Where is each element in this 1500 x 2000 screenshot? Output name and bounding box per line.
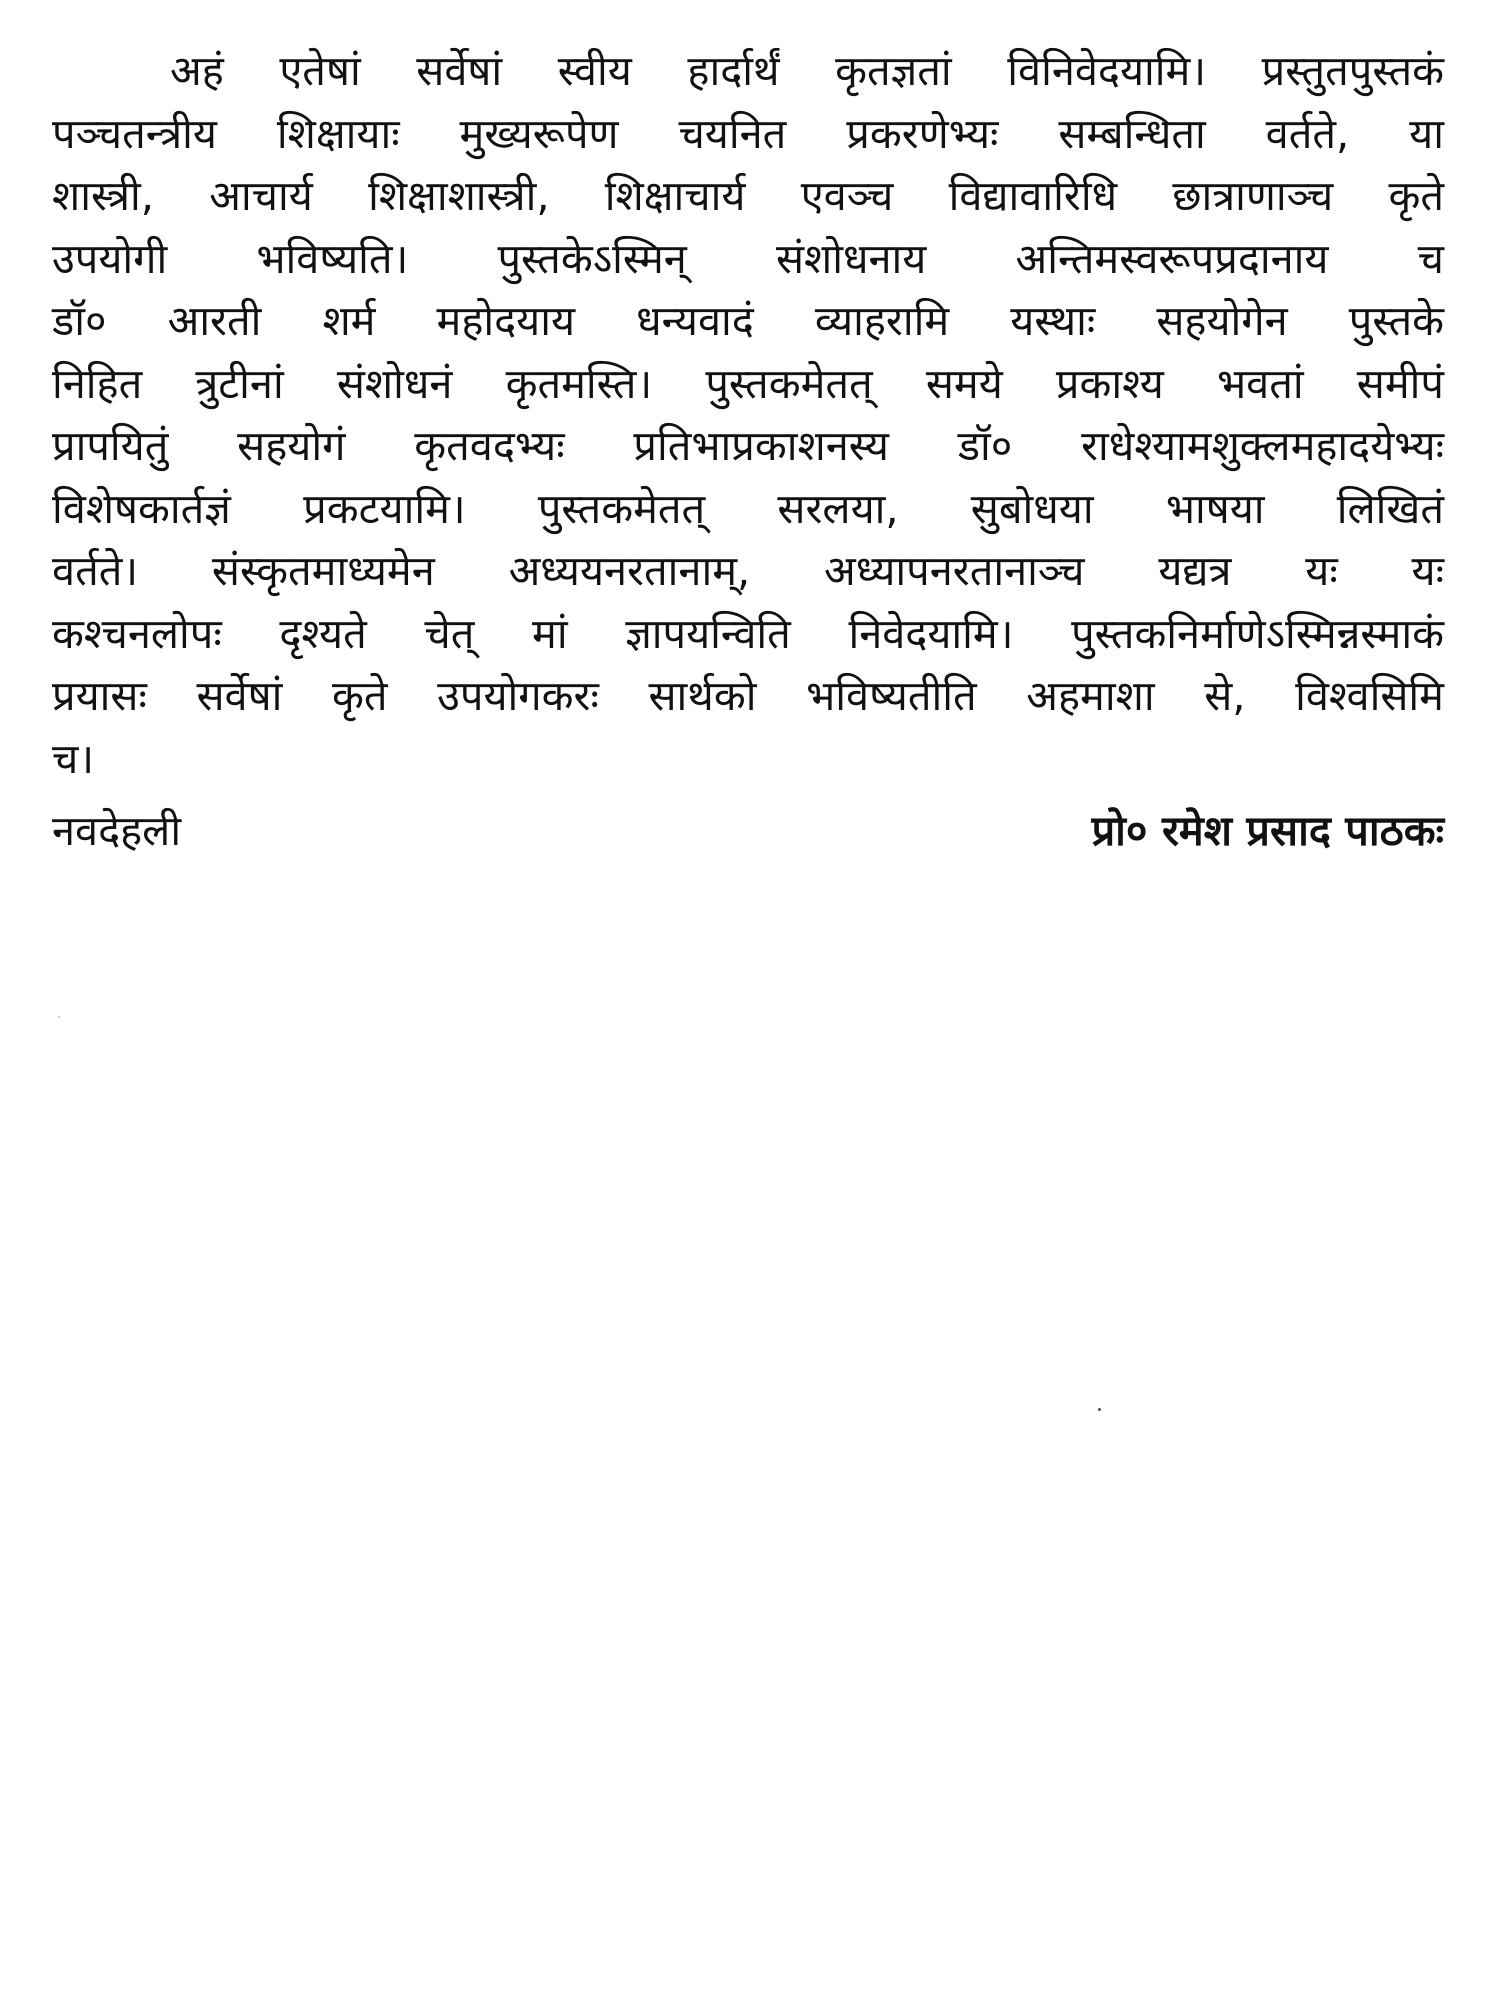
place-name: नवदेहली xyxy=(52,806,182,855)
paragraph-line: प्रयासः सर्वेषां कृते उपयोगकरः सार्थको भविष्यतीति अहमाशा से, विश्वसिमि xyxy=(52,671,1444,720)
acknowledgement-paragraph xyxy=(52,40,1444,790)
page-content xyxy=(52,40,1444,862)
paragraph-line: विशेषकार्तज्ञं प्रकटयामि। पुस्तकमेतत् सरलया, सुबोधया भाषया लिखितं xyxy=(52,483,1444,533)
paragraph-line: पञ्चतन्त्रीय शिक्षायाः मुख्यरूपेण चयनित प्रकरणेभ्यः सम्बन्धिता वर्तते, या xyxy=(52,108,1444,158)
paragraph-line: कश्चनलोपः दृश्यते चेत् मां ज्ञापयन्विति निवेदयामि। पुस्तकनिर्माणेऽस्मिन्नस्माकं xyxy=(52,608,1444,658)
paragraph-line: अहं एतेषां सर्वेषां स्वीय हार्दार्थं कृतज्ञतां विनिवेदयामि। प्रस्तुतपुस्तकं xyxy=(170,46,1444,95)
paragraph-line: वर्तते। संस्कृतमाध्यमेन अध्ययनरतानाम्, अध्यापनरतानाञ्च यद्यत्र यः यः xyxy=(52,546,1444,595)
paragraph-line: प्रापयितुं सहयोगं कृतवदभ्यः प्रतिभाप्रकाशनस्य डॉ० राधेश्यामशुक्लमहादयेभ्यः xyxy=(52,421,1444,470)
scan-speck xyxy=(1098,1408,1101,1411)
paragraph-line: च। xyxy=(52,733,95,783)
author-signature: प्रो० रमेश प्रसाद पाठकः xyxy=(1091,806,1444,855)
paragraph-line: निहित त्रुटीनां संशोधनं कृतमस्ति। पुस्तकमेतत् समये प्रकाश्य भवतां समीपं xyxy=(52,358,1444,408)
paragraph-line: डॉ० आरती शर्म महोदयाय धन्यवादं व्याहरामि यस्थाः सहयोगेन पुस्तके xyxy=(52,296,1444,345)
paragraph-line: शास्त्री, आचार्य शिक्षाशास्त्री, शिक्षाचार्य एवञ्च विद्यावारिधि छात्राणाञ्च कृते xyxy=(52,171,1444,220)
signature-block xyxy=(52,800,1444,862)
paragraph-line: उपयोगी भविष्यति। पुस्तकेऽस्मिन् संशोधनाय अन्तिमस्वरूपप्रदानाय च xyxy=(52,233,1444,283)
scan-speck xyxy=(58,1016,60,1018)
